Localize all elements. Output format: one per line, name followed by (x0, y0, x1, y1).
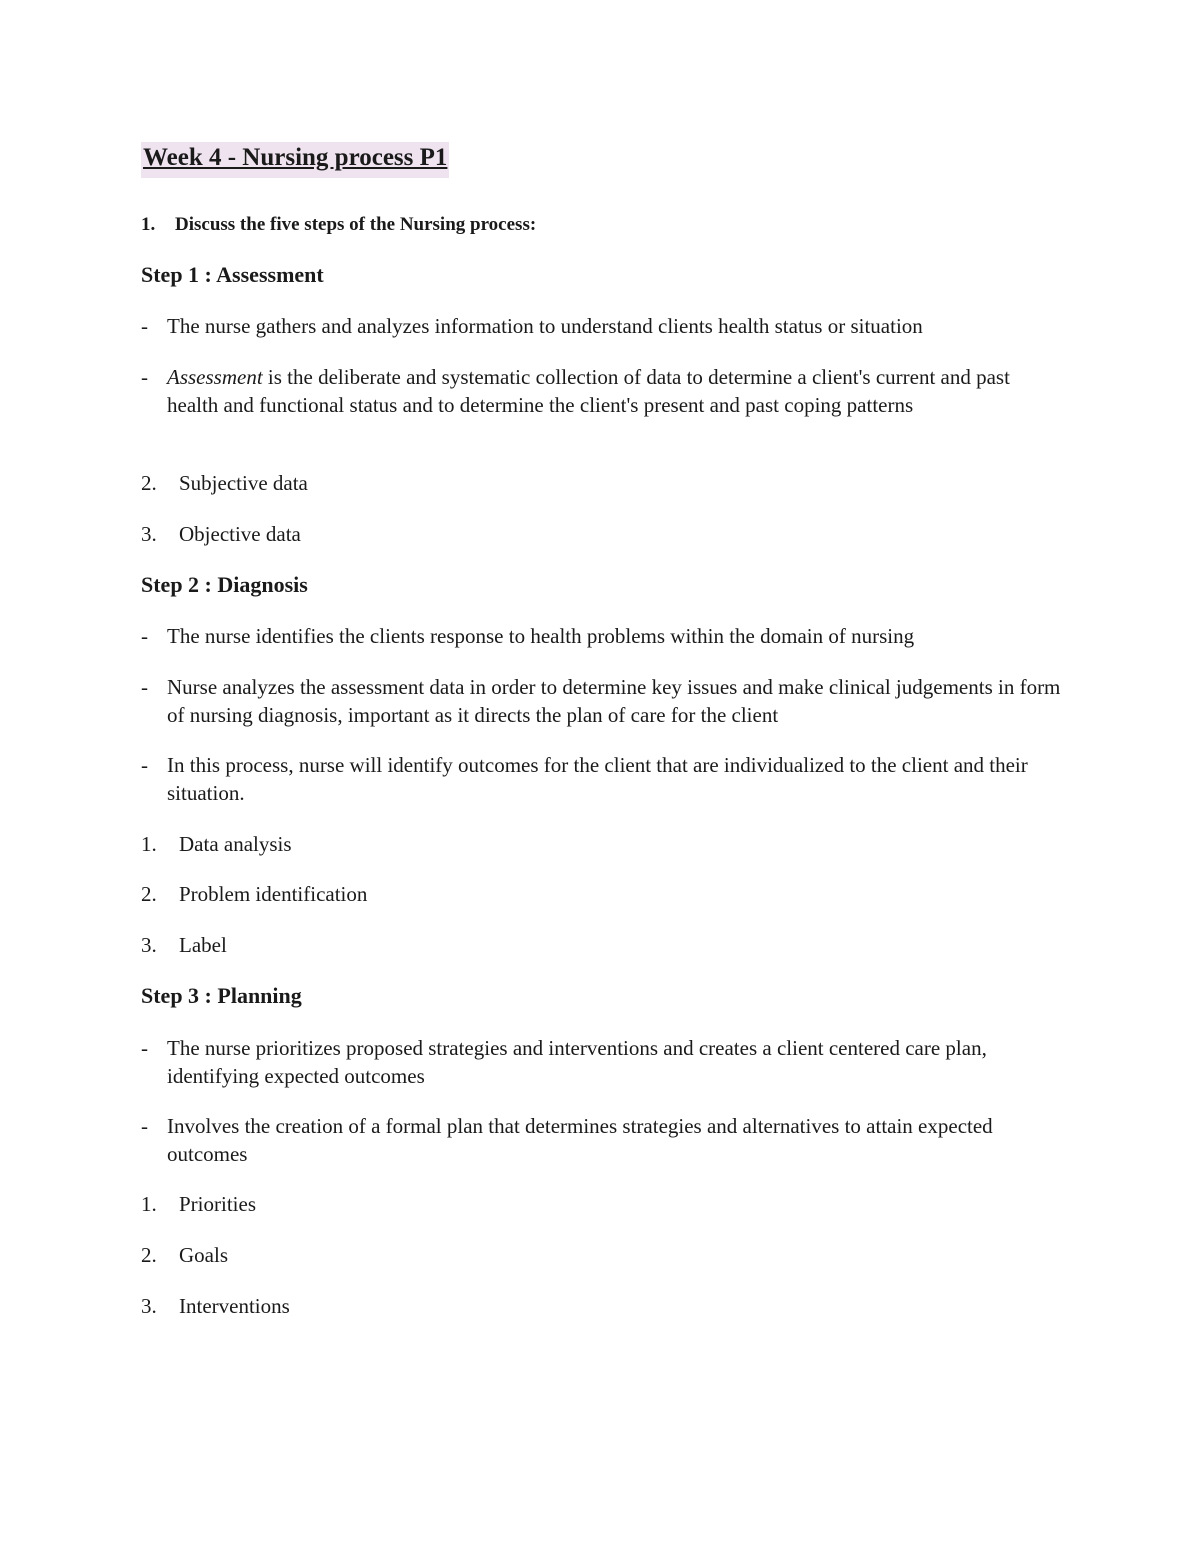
bullet-dash: - (141, 1036, 148, 1060)
item-text: Objective data (179, 522, 301, 546)
step-1-bullet (141, 363, 1061, 419)
item-number: 1. (141, 1192, 157, 1216)
bullet-text: In this process, nurse will identify outcomes for the client that are individualized to the client and their situation. (167, 753, 1028, 805)
item-number: 1. (141, 832, 157, 856)
item-number: 2. (141, 1243, 157, 1267)
bullet-dash: - (141, 365, 148, 389)
step-3-item (141, 1292, 290, 1320)
question-text: Discuss the five steps of the Nursing process: (175, 214, 537, 235)
step-2-bullet (141, 622, 1061, 650)
italic-term: Assessment (167, 365, 263, 389)
item-number: 3. (141, 522, 157, 546)
step-2-bullet (141, 673, 1061, 729)
step-2-heading: Step 2 : Diagnosis (141, 572, 308, 597)
item-number: 2. (141, 882, 157, 906)
question-number: 1. (141, 214, 156, 235)
item-text: Label (179, 933, 227, 957)
step-3-bullet (141, 1034, 1061, 1090)
item-text: Interventions (179, 1294, 290, 1318)
step-2-item (141, 880, 367, 908)
item-text: Problem identification (179, 882, 368, 906)
step-1-bullet (141, 312, 1061, 340)
step-3-item (141, 1190, 256, 1218)
bullet-text-rest: is the deliberate and systematic collection of data to determine a client's current and past health and functional status and to determine the client's present and past coping patterns (167, 365, 1010, 417)
step-2-item (141, 931, 227, 959)
item-number: 2. (141, 471, 157, 495)
bullet-dash: - (141, 1114, 148, 1138)
page-title: Week 4 - Nursing process P1 (141, 142, 449, 178)
step-2-bullet (141, 751, 1061, 807)
bullet-dash: - (141, 753, 148, 777)
bullet-dash: - (141, 675, 148, 699)
bullet-text: The nurse gathers and analyzes information to understand clients health status or situation (167, 314, 923, 338)
question-1 (141, 213, 536, 237)
item-text: Goals (179, 1243, 228, 1267)
item-text: Subjective data (179, 471, 308, 495)
bullet-text: Nurse analyzes the assessment data in order to determine key issues and make clinical judgements in form of nursing diagnosis, important as it directs the plan of care for the client (167, 675, 1061, 727)
bullet-text: Involves the creation of a formal plan that determines strategies and alternatives to attain expected outcomes (167, 1114, 993, 1166)
bullet-text (167, 363, 1061, 419)
step-1-heading: Step 1 : Assessment (141, 262, 324, 287)
bullet-text: The nurse identifies the clients response to health problems within the domain of nursing (167, 624, 915, 648)
step-1-item (141, 520, 301, 548)
step-3-heading: Step 3 : Planning (141, 983, 302, 1008)
step-2-item (141, 830, 292, 858)
item-number: 3. (141, 933, 157, 957)
bullet-dash: - (141, 314, 148, 338)
step-1-item (141, 469, 308, 497)
item-text: Priorities (179, 1192, 256, 1216)
bullet-text: The nurse prioritizes proposed strategies and interventions and creates a client centered care plan, identifying expected outcomes (167, 1036, 987, 1088)
bullet-dash: - (141, 624, 148, 648)
step-3-item (141, 1241, 228, 1269)
item-text: Data analysis (179, 832, 292, 856)
item-number: 3. (141, 1294, 157, 1318)
step-3-bullet (141, 1112, 1061, 1168)
